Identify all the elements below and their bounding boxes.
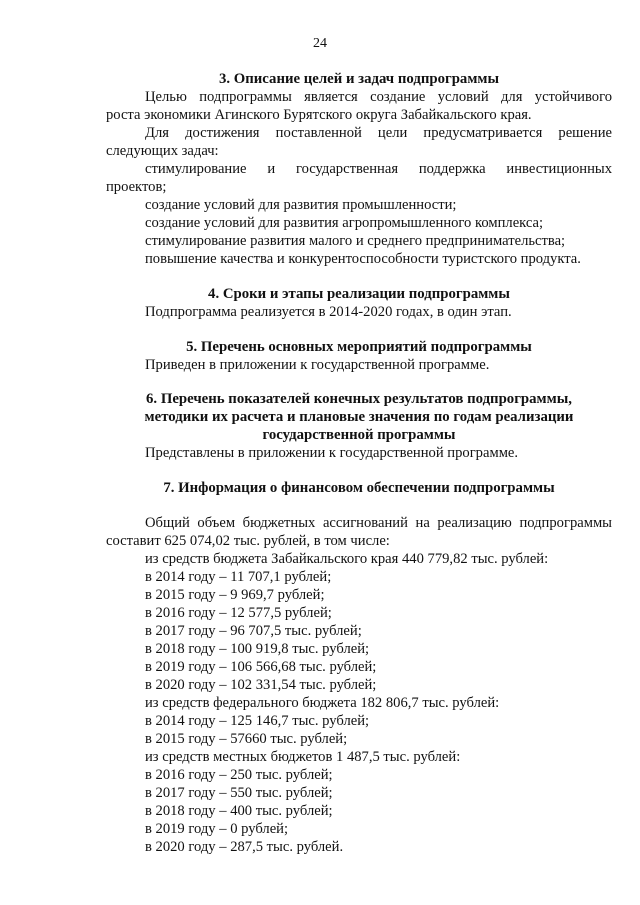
task-item: создание условий для развития агропромышленного комплекса; <box>145 215 544 231</box>
paragraph-line: составит 625 074,02 тыс. рублей, в том числе: <box>106 533 390 549</box>
regional-budget-year: в 2020 году – 102 331,54 тыс. рублей; <box>145 677 377 693</box>
paragraph-line: Общий объем бюджетных ассигнований на реализацию подпрограммы <box>145 515 612 531</box>
regional-budget-total: из средств бюджета Забайкальского края 440 779,82 тыс. рублей: <box>145 551 549 567</box>
section-5-heading: 5. Перечень основных мероприятий подпрограммы <box>186 339 532 355</box>
local-budget-year: в 2016 году – 250 тыс. рублей; <box>145 767 333 783</box>
section-6-heading-line: 6. Перечень показателей конечных результатов подпрограммы, <box>146 391 572 407</box>
regional-budget-year: в 2016 году – 12 577,5 рублей; <box>145 605 332 621</box>
task-item: проектов; <box>106 179 167 195</box>
regional-budget-year: в 2019 году – 106 566,68 тыс. рублей; <box>145 659 377 675</box>
section-5-text: Приведен в приложении к государственной программе. <box>145 357 490 373</box>
federal-budget-year: в 2014 году – 125 146,7 тыс. рублей; <box>145 713 370 729</box>
section-4-text: Подпрограмма реализуется в 2014-2020 годах, в один этап. <box>145 304 512 320</box>
paragraph-line: следующих задач: <box>106 143 219 159</box>
local-budget-year: в 2019 году – 0 рублей; <box>145 821 289 837</box>
task-item: создание условий для развития промышленности; <box>145 197 457 213</box>
regional-budget-year: в 2014 году – 11 707,1 рублей; <box>145 569 332 585</box>
task-item: повышение качества и конкурентоспособности туристского продукта. <box>145 251 581 267</box>
page-number: 24 <box>313 36 327 51</box>
section-4-heading: 4. Сроки и этапы реализации подпрограммы <box>208 286 510 302</box>
paragraph-line: роста экономики Агинского Бурятского округа Забайкальского края. <box>106 107 532 123</box>
federal-budget-year: в 2015 году – 57660 тыс. рублей; <box>145 731 348 747</box>
task-item: стимулирование и государственная поддержка инвестиционных <box>145 161 612 177</box>
regional-budget-year: в 2015 году – 9 969,7 рублей; <box>145 587 325 603</box>
section-6-text: Представлены в приложении к государственной программе. <box>145 445 519 461</box>
federal-budget-total: из средств федерального бюджета 182 806,7 тыс. рублей: <box>145 695 500 711</box>
local-budget-year: в 2017 году – 550 тыс. рублей; <box>145 785 333 801</box>
local-budget-year: в 2020 году – 287,5 тыс. рублей. <box>145 839 344 855</box>
task-item: стимулирование развития малого и среднего предпринимательства; <box>145 233 566 249</box>
regional-budget-year: в 2018 году – 100 919,8 тыс. рублей; <box>145 641 370 657</box>
section-6-heading-line: методики их расчета и плановые значения по годам реализации <box>144 409 574 425</box>
paragraph-line: Для достижения поставленной цели предусматривается решение <box>145 125 612 141</box>
regional-budget-year: в 2017 году – 96 707,5 тыс. рублей; <box>145 623 362 639</box>
local-budget-year: в 2018 году – 400 тыс. рублей; <box>145 803 333 819</box>
section-3-heading: 3. Описание целей и задач подпрограммы <box>218 71 500 87</box>
section-7-heading: 7. Информация о финансовом обеспечении подпрограммы <box>163 480 555 496</box>
section-6-heading-line: государственной программы <box>262 427 456 443</box>
local-budget-total: из средств местных бюджетов 1 487,5 тыс. рублей: <box>145 749 461 765</box>
paragraph-line: Целью подпрограммы является создание условий для устойчивого <box>145 89 612 105</box>
